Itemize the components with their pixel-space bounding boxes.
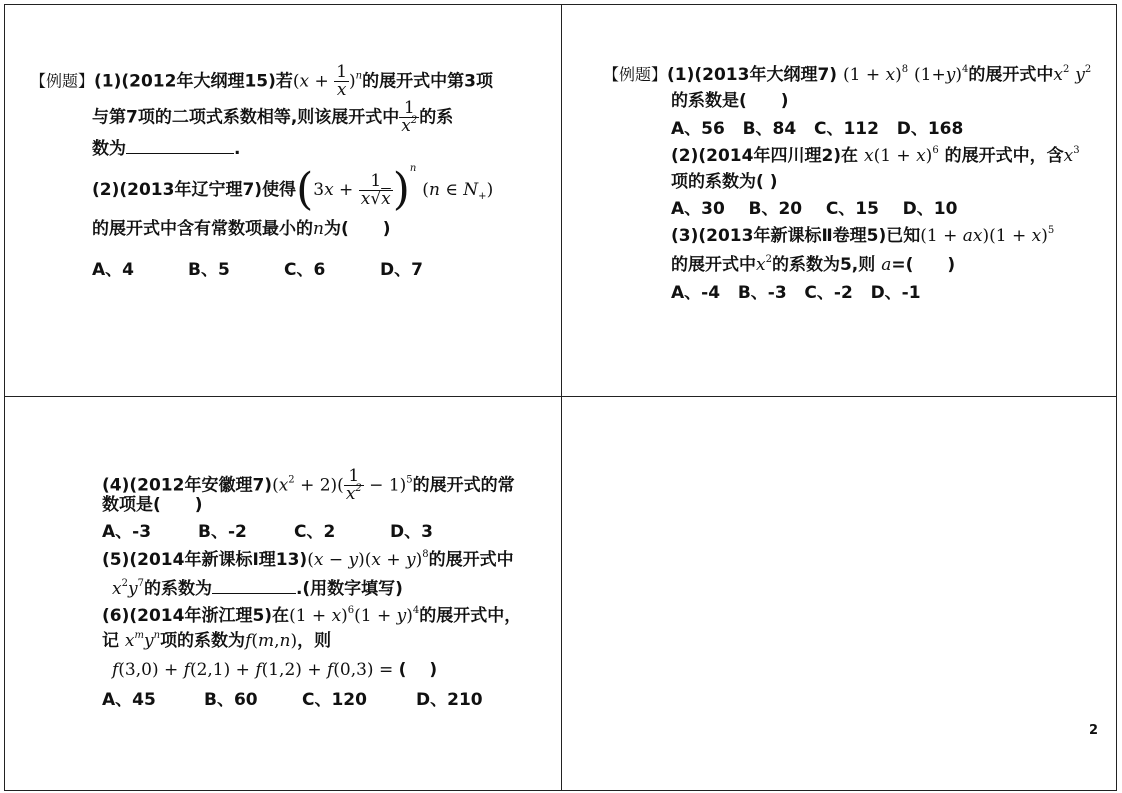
choice-b: B、5 <box>188 260 230 280</box>
bl-line-6: 记 $x^my^n$项的系数为f(m,n)，则 <box>102 630 332 651</box>
bl-line-5: (6)(2014年浙江理5)在$(1 + x)^6(1 + y)^4$的展开式中， <box>102 605 522 626</box>
choice-a: A、4 <box>92 260 134 280</box>
tr-line-5: (3)(2013年新课标Ⅱ卷理5)已知$(1 + ax)(1 + x)^5$ <box>671 225 1055 246</box>
answer-blank <box>126 153 234 154</box>
tr-line-3: (2)(2014年四川理2)在 $x(1 + x)^6$ 的展开式中，含$x^3$ <box>671 145 1080 166</box>
tr-line-6: 的展开式中$x^2$的系数为5,则 a=( ) <box>671 254 956 275</box>
answer-blank <box>212 593 296 594</box>
tr-choices-2: A、30 B、20 C、15 D、10 <box>671 199 958 219</box>
choice-d: D、7 <box>380 260 423 280</box>
tr-line-4: 项的系数为( ) <box>671 172 778 192</box>
frame-right <box>1116 4 1117 791</box>
page-number: 2 <box>1089 723 1099 738</box>
bl-line-1: (4)(2012年安徽理$7)(x^2 + 2)$( $\frac{1}{x^2}$ − 1)$^5$的展开式的常 <box>102 466 515 504</box>
divider-horizontal <box>4 396 1117 397</box>
tr-choices-3: A、-4 B、-3 C、-2 D、-1 <box>671 283 921 303</box>
frame-left <box>4 4 5 791</box>
tl-line-4: (2)(2013年辽宁理7)使得(3x + $\frac{1}{x√x}$ )$^n$ (n ∈ $N_+$) <box>92 163 494 215</box>
divider-vertical <box>561 4 562 791</box>
fraction-1-over-x2: $\frac{1}{x^2}$ <box>345 466 362 504</box>
bl-line-2: 数项是( ) <box>102 495 203 515</box>
tr-line-1: 【例题】(1)(2013年大纲理7) $(1 + x)^8$ $(1+y)^4$的展开式中$x^2$ $y^2$ <box>603 64 1092 85</box>
tl-line-3: 数为 . <box>92 139 241 159</box>
tr-choices-1: A、56 B、84 C、112 D、168 <box>671 119 964 139</box>
bl-line-4: $x^2y^7$的系数为 .(用数字填写) <box>112 578 403 599</box>
fraction-1-over-x: $\frac{1}{x}$ <box>336 62 348 100</box>
tl-line-1: 【例题】(1)(2012年大纲理15)若(x + $\frac{1}{x}$ )$^n$的展开式中第3项 <box>30 62 493 100</box>
example-tag: 【例题】 <box>30 71 95 91</box>
tr-line-2: 的系数是( ) <box>671 91 789 111</box>
tl-choices <box>92 259 423 281</box>
tl-line-2: 与第7项的二项式系数相等,则该展开式中 $\frac{1}{x^2}$ 的系 <box>92 98 454 136</box>
tl-line-5: 的展开式中含有常数项最小的n为( ) <box>92 219 391 239</box>
example-tag: 【例题】 <box>603 65 668 84</box>
fraction-1-over-x2: $\frac{1}{x^2}$ <box>401 98 418 136</box>
bl-choices-4: A、-3 B、-2 C、2 D、3 <box>102 522 433 542</box>
choice-c: C、6 <box>284 260 326 280</box>
bl-line-3: (5)(2014年新课标Ⅰ理$13)(x - y)(x + y)^8$的展开式中 <box>102 549 514 570</box>
fraction-1-over-xsqrtx: $\frac{1}{x√x}$ <box>360 170 391 209</box>
bl-choices-6: A、45 B、60 C、120 D、210 <box>102 690 483 710</box>
bl-line-7: f(3,0) + f(2,1) + f(1,2) + f(0,3) = ( ) <box>112 660 438 680</box>
